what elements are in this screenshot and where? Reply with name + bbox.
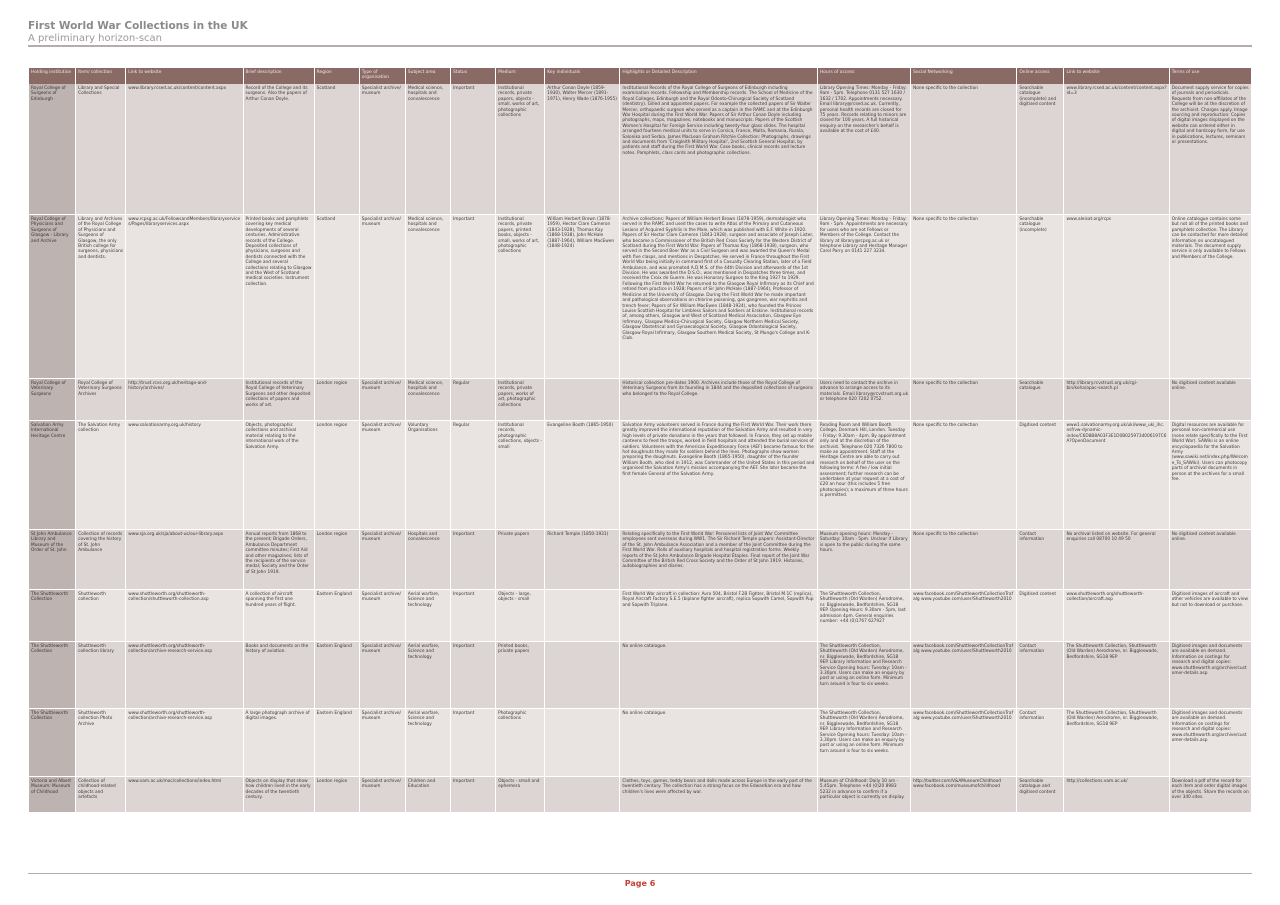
cell-status: Important (451, 709, 495, 777)
cell-region: Eastern England (315, 709, 359, 777)
column-header: Link to website (126, 68, 242, 84)
cell-type: Specialist archive/ museum (360, 642, 405, 709)
footer-rule (28, 873, 1252, 874)
cell-terms: Digitised images and documents are available on demand. Information on costings for research and digital copies: www.shuttleworth.org/archive/customer-details.asp (1170, 709, 1251, 777)
cell-subject: Hospitals and convalescence (406, 530, 450, 590)
cell-brief: Objects on display that show how children lived in the early decades of the twentieth century. (244, 777, 314, 813)
cell-terms: No digitised content available online. (1170, 530, 1251, 590)
table-row (29, 215, 1251, 379)
cell-highlights: Relating specifically to the First World War: Personnel lists of Joint War Committee employees sent overseas during WW1. The Sir Richard Temple papers: Assistant-Director of the St. John Ambulance Association and a member of the Joint Committee during the First World War. Rolls of auxiliary hospitals and hospital registration forms. Weekly reports of the St John Ambulance Brigade Hospital Étaples. Final report of the Joint War Committee of the British Red Cross Society and the Order of St John 1919. Histories, autobiographies and diaries. (620, 530, 816, 590)
cell-social: None specific to the collection (911, 379, 1016, 421)
cell-subject: Medical science, hospitals and convalescence (406, 84, 450, 215)
cell-region: London region (315, 777, 359, 813)
cell-institution: Royal College of Surgeons of Edinburgh (29, 84, 75, 215)
cell-terms: No digitised content available online. (1170, 379, 1251, 421)
table-row (29, 777, 1251, 813)
cell-terms: Digitised images and documents are available on demand. Information on costings for research and digital copies: www.shuttleworth.org/archive/customer-details.asp (1170, 642, 1251, 709)
cell-key-individuals: Evangeline Booth (1865-1950) (545, 421, 619, 530)
cell-institution: The Shuttleworth Collection (29, 590, 75, 642)
cell-social: None specific to the collection (911, 530, 1016, 590)
cell-region: London region (315, 530, 359, 590)
cell-social[interactable]: www.facebook.com/ShuttleworthCollectionTrafalg www.youtube.com/user/Shuttleworth2010 (911, 590, 1016, 642)
cell-link2: The Shuttleworth Collection, Shuttleworth (Old Warden) Aerodrome, nr. Biggleswade, Bedfordshire, SG18 9EP (1064, 642, 1168, 709)
cell-brief: A collection of aircraft spanning the first one hundred years of flight. (244, 590, 314, 642)
column-header: Link to website (1064, 68, 1168, 84)
cell-highlights: Archive collections: Papers of William Herbert Brown (1878-1959), dermatologist who served in the RAMC and used the cases to write Atlas of the Primary and Cutaneous Lesions of Acquired Syphilis in the Male, which was published with E.F. White in 1920. Papers of Sir Hector Clare Cameron (1843-1928), surgeon and associate of Joseph Lister, who became a Commissioner of the British Red Cross Society for the Western District of Scotland during the First World War. Papers of Thomas Kay (1868-1938), surgeon, who served in the Second Boer War as a Civil Surgeon and was awarded the Queen's Medal with five clasps, and mentions in Despatches. He served in France throughout the First World War being initially in command first of a Casualty Clearing Station, later of a Field Ambulance, and was promoted A.D.M.S. of the 44th Division and afterwards of the 1st Division. He was awarded the D.S.O., was mentioned in Despatches three times, and received the Croix de Guerre. He was Honorary Surgeon to the King 1927 to 1929. Following the First World War he returned to the Glasgow Royal Infirmary as its Chief and retired from practice in 1928; Papers of Sir John McHale (1887-1964), Professor of Medicine at the University of Glasgow. During the First World War he made important and pathological observations on chlorine poisoning, gas gangrene, war nephritis and trench fever; Papers of Sir William MacEwen (1848-1924), who founded the Princes Louise Scottish Hospital for Limbless Sailors and Soldiers at Erskine. Institutional records of, among others, Glasgow and West of Scotland Medical Association, Glasgow Eye Infirmary, Glasgow Medico-Chirurgical Society, Glasgow Northern Medical Society, Glasgow Obstetrical and Gynaecological Society, Glasgow Odontological Society, Glasgow Royal Infirmary, Glasgow Southern Medical Society, St Mungo's College and K-Club. (620, 215, 816, 379)
cell-medium: Institutional records, photographic collections, objects - small (496, 421, 544, 530)
cell-online-access: Searchable catalogue (1017, 379, 1063, 421)
table-row (29, 84, 1251, 215)
cell-highlights: No online catalogue. (620, 709, 816, 777)
cell-region: Scotland (315, 215, 359, 379)
cell-item: Shuttleworth collection (76, 590, 125, 642)
cell-medium: Objects - large, objects - small (496, 590, 544, 642)
cell-hours: The Shuttleworth Collection, Shuttleworth (Old Warden) Aerodrome, nr. Biggleswade, Bedfordshire, SG18 9EP. Opening Hours: 9.30am - 5pm, last admission 4pm. General enquiries number: +44 (0)1767 627927 (818, 590, 910, 642)
cell-status: Important (451, 777, 495, 813)
cell-social[interactable]: www.facebook.com/ShuttleworthCollectionTrafalg www.youtube.com/user/Shuttleworth2010 (911, 709, 1016, 777)
cell-item: Collection of records covering the history of St. John Ambulance (76, 530, 125, 590)
cell-hours: Reading Room and William Booth College, Denmark Hill, London. Tuesday - Friday: 9.30am - 4pm. By appointment only and at the discretion of the archivist. Telephone 020 7326 7800 to make an appointment. Staff at the Heritage Centre are able to carry out research on behalf of the user on the following terms: A fee / low initial assessment; further research can be undertaken at your request at a cost of £20 an hour (this includes 5 free photocopies); a maximum of three hours is permitted. (818, 421, 910, 530)
cell-link[interactable]: www.shuttleworth.org/shuttleworth-collection/archive-research-service.asp (126, 642, 242, 709)
column-header: Subject area (406, 68, 450, 84)
column-header: Highlights or Detailed Description (620, 68, 816, 84)
cell-link[interactable]: www.rcpsg.ac.uk/FellowsandMembers/libraryservices/Pages/libraryservices.aspx (126, 215, 242, 379)
cell-item: Library and Special Collections (76, 84, 125, 215)
cell-highlights: Clothes, toys, games, teddy bears and dolls made across Europe in the early part of the twentieth century. The collection has a strong focus on the Edwardian era and how children's lives were affected by war. (620, 777, 816, 813)
cell-medium: Institutional records, private papers, printed books, objects - small, works of art, photographic collections (496, 215, 544, 379)
document-title: First World War Collections in the UK (28, 20, 248, 32)
cell-subject: Children and Education (406, 777, 450, 813)
cell-subject: Aerial warfare, Science and technology (406, 642, 450, 709)
cell-online-access: Digitised content (1017, 590, 1063, 642)
table-row (29, 709, 1251, 777)
cell-status: Regular (451, 379, 495, 421)
cell-link2[interactable]: http://library.rcvstrust.org.uk/cgi-bin/koha/opac-search.pl (1064, 379, 1168, 421)
column-header: Key individuals (545, 68, 619, 84)
cell-terms: Digital resources are available for personal non-commercial use (none relate specifically to the First World War). SAWiki is an online encyclopaedia for the Salvation Army (www.sawiki.net/index.php/Welcome_To_SAWiki). Users can photocopy parts of archival documents in person at the archives for a small fee. (1170, 421, 1251, 530)
cell-brief: A large photograph archive of digital images. (244, 709, 314, 777)
cell-brief: Annual reports from 1868 to the present; Brigade Orders, Ambulance Department committee minutes; First Aid and other magazines; lists of the recipients of the service medal; Society and the Order of St John 1919. (244, 530, 314, 590)
cell-highlights: First World War aircraft in collection: Avro 504, Bristol F.2B Fighter, Bristol M.1C (replica), Royal Aircraft Factory S.E.5 (biplane fighter aircraft), replica Sopwith Camel, Sopwith Pup and Sopwith Triplane. (620, 590, 816, 642)
cell-terms: Document supply service for copies of journals and periodicals. Requests from non-affiliates of the College will be at the discretion of the archivist. Charges apply. Image sourcing and reproduction: Copies of digital images displayed on the website can ordered either in digital and hardcopy form, for use in publications, lectures, seminars or presentations. (1170, 84, 1251, 215)
cell-online-access: Searchable catalogue (incomplete) and digitised content (1017, 84, 1063, 215)
column-header: Hours of access (818, 68, 910, 84)
table-row (29, 421, 1251, 530)
cell-subject: Voluntary Organisations (406, 421, 450, 530)
cell-link2[interactable]: www.library.rcsed.ac.uk/content/content.aspx?id=3 (1064, 84, 1168, 215)
column-header: Medium (496, 68, 544, 84)
cell-key-individuals: Arthur Conan Doyle (1859-1930), Walter Mercer (1891-1971), Henry Wade (1876-1955) (545, 84, 619, 215)
cell-link[interactable]: www.salvationarmy.org.uk/history (126, 421, 242, 530)
cell-institution: Salvation Army International Heritage Centre (29, 421, 75, 530)
cell-social: None specific to the collection (911, 215, 1016, 379)
column-header: Item/ collection (76, 68, 125, 84)
cell-brief: Books and documents on the history of aviation. (244, 642, 314, 709)
cell-medium: Private papers (496, 530, 544, 590)
cell-status: Important (451, 642, 495, 709)
cell-link[interactable]: www.shuttleworth.org/shuttleworth-collection/archive-research-service.asp (126, 709, 242, 777)
cell-medium: Objects - small and ephemera (496, 777, 544, 813)
cell-institution: Royal College of Physicians and Surgeons of Glasgow - Library and Archive (29, 215, 75, 379)
cell-hours: The Shuttleworth Collection, Shuttleworth (Old Warden) Aerodrome, nr. Biggleswade, Bedfordshire, SG18 9EP. Library Information and Research Service Opening hours: Tuesday: 10am - 3.30pm. Users can make an enquiry by post or using an online form. Minimum turn around is four to six weeks. (818, 642, 910, 709)
cell-region: London region (315, 421, 359, 530)
cell-medium: Institutional records, private papers, objects - small, works of art, photographic collections (496, 84, 544, 215)
cell-terms: Digitised images of aircraft and other vehicles are available to view but not to download or purchase. (1170, 590, 1251, 642)
cell-hours: Library Opening Times: Monday - Friday: 9am - 5pm. Appointments are necessary for users who are not Fellows or Members of the College. Contact the library at library@rcpsg.ac.uk or telephone Library and Heritage Manager Carol Parry on 0141 227 3234. (818, 215, 910, 379)
cell-region: Scotland (315, 84, 359, 215)
cell-highlights: Historical collection pre-dates 1900. Archives include those of the Royal College of Veterinary Surgeons from its founding in 1844 and the deposited collections of surgeons who belonged to the Royal College. (620, 379, 816, 421)
cell-hours: Museum opening hours: Monday - Saturday: 10am - 5pm. Unclear if Library is open to the public during the same hours. (818, 530, 910, 590)
cell-status: Important (451, 84, 495, 215)
cell-hours: The Shuttleworth Collection, Shuttleworth (Old Warden) Aerodrome, nr. Biggleswade, Bedfordshire, SG18 9EP. Library Information and Research Service Opening hours: Tuesday: 10am - 3.30pm. Users can make an enquiry by post or using an online form. Minimum turn around is four to six weeks. (818, 709, 910, 777)
cell-key-individuals (545, 379, 619, 421)
cell-link2[interactable]: www.shuttleworth.org/shuttleworth-collection/aircraft.asp (1064, 590, 1168, 642)
cell-type: Specialist archive/ museum (360, 777, 405, 813)
column-header: Holding institution (29, 68, 75, 84)
cell-link2[interactable]: http://collections.vam.ac.uk/ (1064, 777, 1168, 813)
cell-status: Important (451, 590, 495, 642)
column-header: Brief description (244, 68, 314, 84)
table-header-row (29, 68, 1251, 84)
cell-institution: Royal College of Veterinary Surgeons (29, 379, 75, 421)
cell-key-individuals (545, 709, 619, 777)
cell-social: None specific to the collection (911, 84, 1016, 215)
cell-link[interactable]: http://trust.rcvs.org.uk/heritage-and-history/archives/ (126, 379, 242, 421)
header-rule (28, 45, 1252, 47)
cell-online-access: Digitised content (1017, 421, 1063, 530)
cell-highlights: Salvation Army volunteers served in France during the First World War. Their work there greatly improved the international reputation of the Salvation Army and resulted in very high levels of private donations in the years that followed. In France, they set up mobile canteens to feed the troops, worked in field hospitals and attended the burial services of soldiers. Volunteers with the American Expeditionary Force (AEF) became famous for the hot doughnuts they made for soldiers behind the lines. Photographs show women preparing the doughnuts. Evangeline Booth (1865-1950), daughter of the founder William Booth, who died in 1912, was Commander of the United States in this period and organised the Salvation Army's mission accompanying the AEF. She later became the first female General of the Salvation Army. (620, 421, 816, 530)
cell-region: Eastern England (315, 590, 359, 642)
document-subtitle: A preliminary horizon-scan (28, 33, 162, 44)
collections-table (28, 68, 1252, 813)
cell-hours: Library Opening Times: Monday - Friday: 9am - 5pm. Telephone 0131 527 1630 / 1632 / 1702. Appointments necessary. Email library@rcsed.ac.uk. Currently, personal health records are closed for 75 years. Records relating to minors are closed for 100 years. A full historical enquiry on the researcher's behalf is available at the cost of £40. (818, 84, 910, 215)
cell-link2[interactable]: www1.salvationarmy.org.uk/uki/www_uki_ihc.nsf/vw-dynamic-index/C6D8B8A03F3E1D0B0259734006197C6A?OpenDocument (1064, 421, 1168, 530)
cell-institution: The Shuttleworth Collection (29, 709, 75, 777)
cell-social: None specific to the collection (911, 421, 1016, 530)
cell-social[interactable]: http://twitter.com/V&AMuseumChildhood www.facebook.com/museumofchildhood (911, 777, 1016, 813)
cell-type: Specialist archive/ museum (360, 709, 405, 777)
cell-type: Specialist archive/ museum (360, 421, 405, 530)
column-header: Status (451, 68, 495, 84)
cell-medium: Photographic collections (496, 709, 544, 777)
cell-status: Important (451, 530, 495, 590)
table-row (29, 642, 1251, 709)
cell-key-individuals (545, 642, 619, 709)
cell-status: Important (451, 215, 495, 379)
cell-status: Regular (451, 421, 495, 530)
cell-key-individuals (545, 590, 619, 642)
cell-brief: Institutional records of the Royal College of Veterinary Surgeons and other deposited collections of papers and works of art. (244, 379, 314, 421)
cell-social[interactable]: www.facebook.com/ShuttleworthCollectionTrafalg www.youtube.com/user/Shuttleworth2010 (911, 642, 1016, 709)
page-header (28, 20, 248, 45)
cell-type: Specialist archive/ museum (360, 215, 405, 379)
cell-online-access: Contact information (1017, 709, 1063, 777)
cell-link[interactable]: www.sja.org.uk/sja/about-us/our-library.aspx (126, 530, 242, 590)
cell-medium: Institutional records, private papers, works of art, photographic collections (496, 379, 544, 421)
cell-brief: Objects, photographic collections and archival material relating to the international work of the Salvation Army. (244, 421, 314, 530)
table-row (29, 530, 1251, 590)
cell-institution: Victoria and Albert Museum: Museum of Childhood (29, 777, 75, 813)
cell-institution: St John Ambulance Library and Museum of the Order of St. John (29, 530, 75, 590)
page-number: Page 6 (624, 879, 656, 888)
cell-terms: Download a pdf of the record for each item and order digital images of the objects. Share the records on over 340 sites. (1170, 777, 1251, 813)
cell-online-access: Contact information (1017, 642, 1063, 709)
cell-key-individuals: William Herbert Brown (1878-1959), Hector Clare Cameron (1843-1928), Thomas Kay (1868-1938), John McHale (1887-1964), William MacEwen (1848-1924) (545, 215, 619, 379)
cell-highlights: No online catalogue. (620, 642, 816, 709)
cell-type: Specialist archive/ museum (360, 84, 405, 215)
cell-link2: The Shuttleworth Collection, Shuttleworth (Old Warden) Aerodrome, nr. Biggleswade, Bedfordshire, SG18 9EP (1064, 709, 1168, 777)
cell-link[interactable]: www.shuttleworth.org/shuttleworth-collection/shuttleworth-collection.asp (126, 590, 242, 642)
cell-key-individuals (545, 777, 619, 813)
column-header: Terms of use (1170, 68, 1251, 84)
column-header: Region (315, 68, 359, 84)
cell-link[interactable]: www.library.rcsed.ac.uk/content/content.aspx (126, 84, 242, 215)
cell-hours: Museum of Childhood: Daily 10 am - 5.45pm. Telephone +44 (0)20 8983 5232 in advance to confirm if a particular object is currently on display. (818, 777, 910, 813)
cell-region: Eastern England (315, 642, 359, 709)
cell-online-access: Searchable catalogue and digitised content (1017, 777, 1063, 813)
table-row (29, 590, 1251, 642)
column-header: Online access (1017, 68, 1063, 84)
cell-medium: Printed books, private papers (496, 642, 544, 709)
cell-subject: Medical science, hospitals and convalescence (406, 215, 450, 379)
cell-hours: Users need to contact the archive in advance to arrange access to its materials. Email library@rcvstrust.org.uk or telephone 020 7202 0752. (818, 379, 910, 421)
cell-item: Royal College of Veterinary Surgeons Archives (76, 379, 125, 421)
cell-online-access: Contact information (1017, 530, 1063, 590)
cell-link[interactable]: www.vam.ac.uk/moc/collections/index.html (126, 777, 242, 813)
cell-highlights: Institutional Records of the Royal College of Surgeons of Edinburgh including examination records. Fellowship and Membership records. The School of Medicine of the Royal Colleges, Edinburgh and the Royal Odonto-Chirurgical Society of Scotland (dentistry). Gilled and appointed papers. For example the collected papers of Sir Walter Mercer, orthopaedic surgeon who served as a captain in the RAMC and at the Edinburgh War Hospital during the First World War. Papers of Sir Arthur Conan Doyle including photographs, maps, magazines, notebooks and manuscripts. Papers of the Scottish Women's Hospital for Foreign Service including twenty-four glass slides. The hospital arranged fourteen medical units to serve in Corsica, France, Malta, Romania, Russia, Salonika and Serbia. James MacLean Graham Ritchie Collection: Photographs, drawings and documents from 'Craigleith Military Hospital', 2nd Scottish General Hospital, by patients and staff during the First World War. Case books, clinical records and lecture notes. Pamphlets, class cards and photographic collections. (620, 84, 816, 215)
table-row (29, 379, 1251, 421)
cell-brief: Record of the College and its surgeons. Also the papers of Arthur Conan Doyle. (244, 84, 314, 215)
cell-type: Specialist archive/ museum (360, 590, 405, 642)
cell-item: Collection of childhood-related objects and artefacts (76, 777, 125, 813)
cell-region: London region (315, 379, 359, 421)
column-header: Social Networking (911, 68, 1016, 84)
cell-terms: Online catalogue contains some but not all of the printed books and pamphlets collection. The Library can be contacted for more detailed information on uncatalogued materials. The document supply service is only available to Fellows and Members of the College. (1170, 215, 1251, 379)
column-header: Type of organisation (360, 68, 405, 84)
cell-brief: Printed books and pamphlets covering key medical developments of several centuries. Administrative records of the College. Deposited collections of physicians, surgeons and dentists connected with the College and several collections relating to Glasgow and the West of Scotland medical societies. Instrument collection. (244, 215, 314, 379)
cell-key-individuals: Richard Temple (1850-1931) (545, 530, 619, 590)
cell-online-access: Searchable catalogue (incomplete) (1017, 215, 1063, 379)
cell-type: Specialist archive/ museum (360, 530, 405, 590)
cell-item: The Salvation Army collection (76, 421, 125, 530)
cell-subject: Medical science, hospitals and convalescence (406, 379, 450, 421)
cell-type: Specialist archive/ museum (360, 379, 405, 421)
cell-link2: No archival listed on website. For general enquiries call 08700 10 49 50 (1064, 530, 1168, 590)
cell-item: Shuttleworth collection library (76, 642, 125, 709)
cell-institution: The Shuttleworth Collection (29, 642, 75, 709)
cell-item: Shuttleworth collection Photo Archive (76, 709, 125, 777)
cell-item: Library and Archives of the Royal College of Physicians and Surgeons of Glasgow, the only British college for surgeons, physicians and dentists. (76, 215, 125, 379)
cell-link2[interactable]: www.aleisat.org/rcps (1064, 215, 1168, 379)
cell-subject: Aerial warfare, Science and technology (406, 709, 450, 777)
cell-subject: Aerial warfare, Science and technology (406, 590, 450, 642)
